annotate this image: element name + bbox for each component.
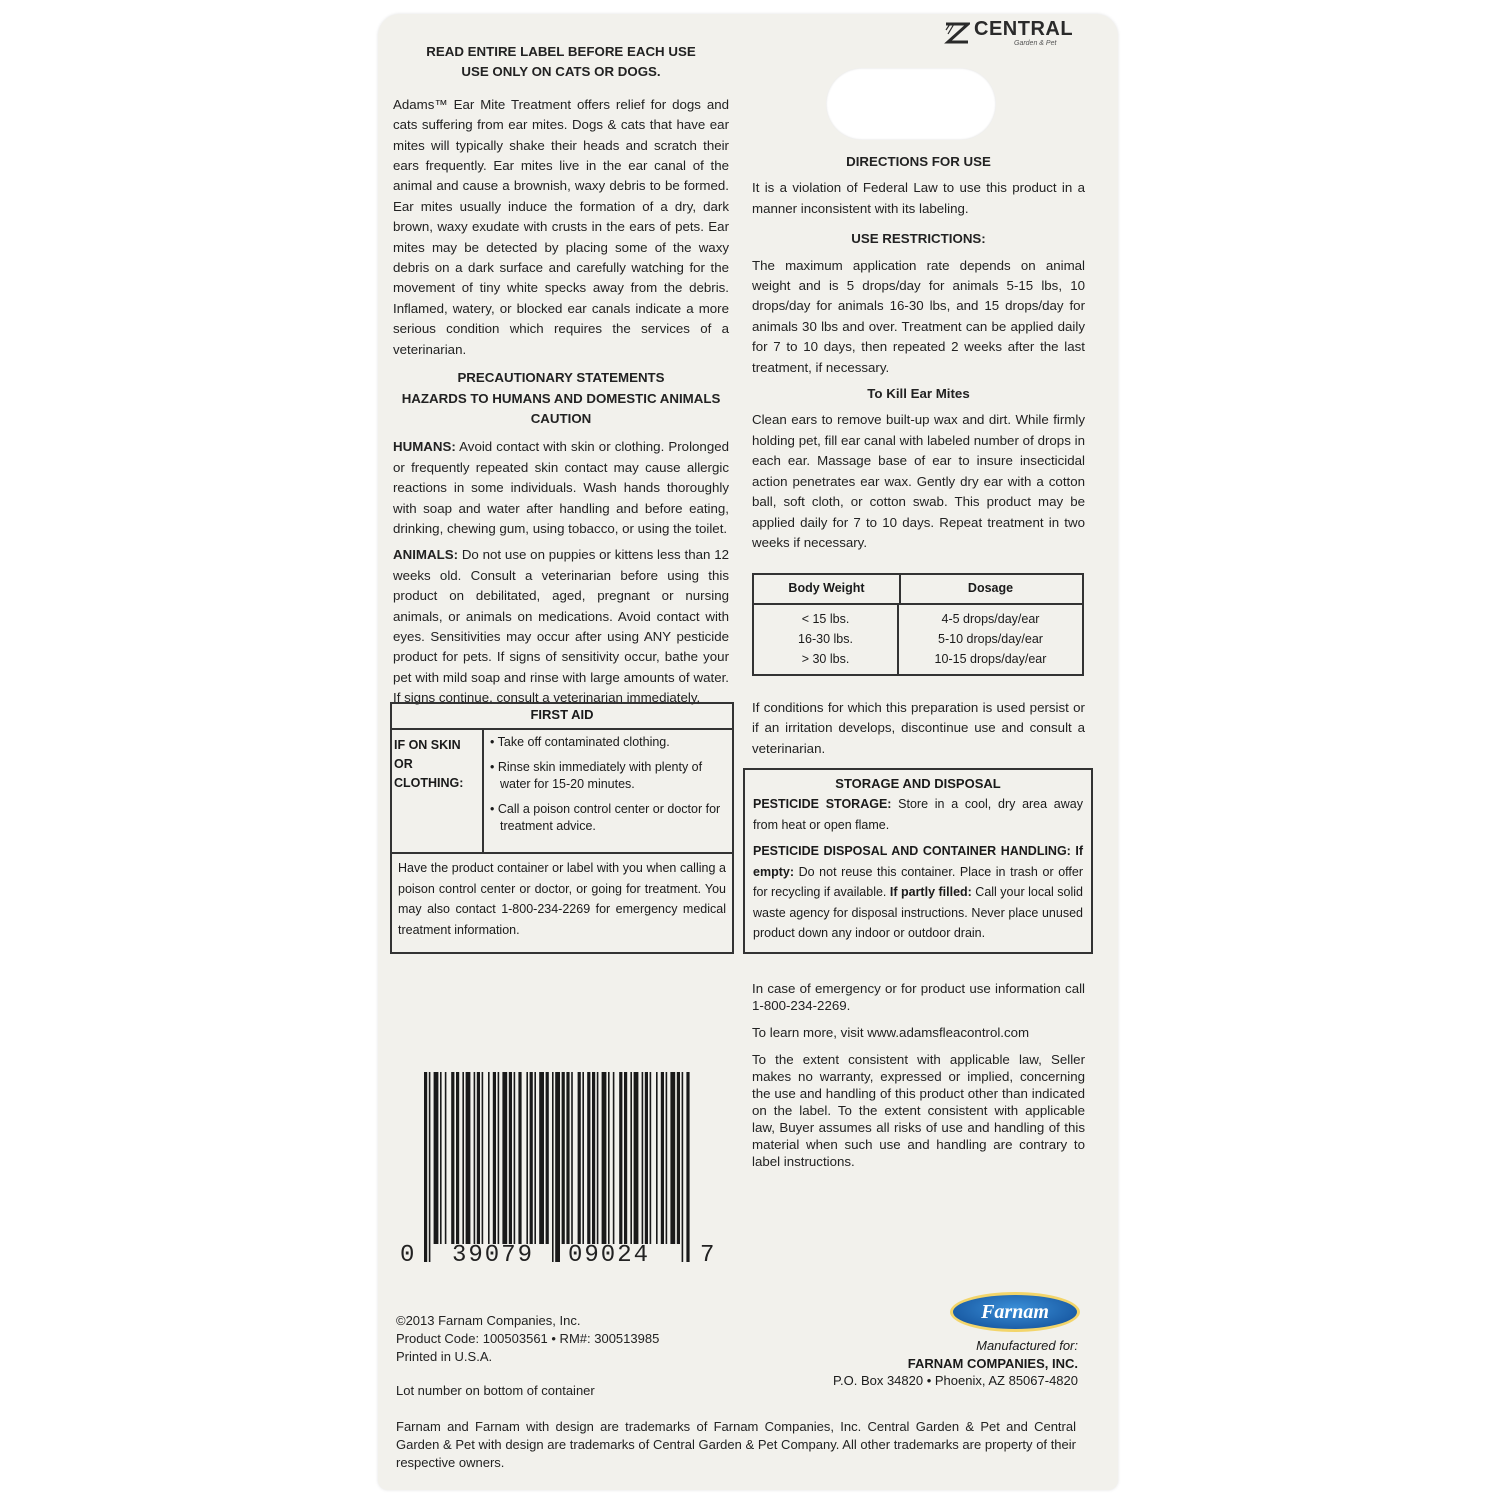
- barcode-bar: [619, 1072, 622, 1244]
- barcode-bar: [530, 1072, 533, 1244]
- disposal-paragraph: [753, 841, 1083, 944]
- first-aid-step: • Rinse skin immediately with plenty of water for 15-20 minutes.: [490, 760, 703, 791]
- barcode-digit-right: 7: [700, 1242, 715, 1269]
- barcode-bar: [555, 1072, 560, 1262]
- disposal-label: PESTICIDE DISPOSAL AND CONTAINER HANDLING: If empty:: [753, 844, 1083, 879]
- barcode-bar: [493, 1072, 496, 1244]
- intro-paragraph: Adams™ Ear Mite Treatment offers relief for dogs and cats suffering from ear mites. Dogs & cats that have ear mites will typically shake their heads and scratch their ears frequently. Ear mites live in the ear canal of the animal and cause a brownish, waxy debris to be formed. Ear mites usually induce the formation of a dry, dark brown, waxy exudate with crusts in the ears of pets. Ear mites may be detected by placing some of the waxy debris on a dark surface and carefully watching for the movement of tiny white specks away from the debris. Inflamed, watery, or blocked ear canals indicate a more serious condition which requires the services of a veterinarian.: [393, 96, 729, 357]
- partly-filled-label: If partly filled:: [889, 885, 972, 900]
- barcode-bar: [498, 1072, 500, 1244]
- hazards-heading: HAZARDS TO HUMANS AND DOMESTIC ANIMALS: [401, 390, 721, 406]
- emergency-text: In case of emergency or for product use information call 1-800-234-2269.: [752, 981, 1085, 1013]
- barcode-digits-1: 39079: [452, 1242, 535, 1269]
- kill-mites-heading: To Kill Ear Mites: [867, 386, 970, 402]
- dosage-weight-cell: < 15 lbs.: [801, 612, 850, 626]
- dosage-table: [752, 573, 1084, 676]
- barcode-bar: [482, 1072, 484, 1244]
- barcode-bar: [571, 1072, 573, 1244]
- central-mark-icon: [944, 20, 970, 44]
- barcode-bar: [440, 1072, 442, 1244]
- dosage-header-weight: Body Weight: [754, 575, 901, 605]
- right-column: [752, 152, 1085, 553]
- barcode-bar: [677, 1072, 680, 1244]
- printed-text: Printed in U.S.A.: [396, 1349, 493, 1364]
- barcode-bar: [578, 1072, 581, 1244]
- barcode-bar: [562, 1072, 565, 1244]
- dosage-dose-column: [899, 603, 1082, 674]
- barcode-bar: [474, 1072, 476, 1244]
- manufacturer-address: P.O. Box 34820 • Phoenix, AZ 85067-4820: [833, 1373, 1078, 1388]
- farnam-logo: [950, 1292, 1080, 1332]
- barcode-bar: [424, 1072, 427, 1262]
- barcode-bar: [613, 1072, 615, 1244]
- disposal-text: Do not reuse this container. Place in trash or offer for recycling if available.: [753, 864, 1083, 900]
- kill-mites-text: Clean ears to remove built-up wax and dirt. While firmly holding pet, fill ear canal with labeled number of drops in each ear. Massage base of ear to insure insecticidal action penetrates ear wax. Gently dry ear with a cotton ball, soft cloth, or cotton swab. This product may be applied daily for 7 to 10 days. Repeat treatment in two weeks if necessary.: [752, 412, 1085, 550]
- barcode-bar: [634, 1072, 639, 1244]
- barcode-bar: [526, 1072, 528, 1244]
- barcode-bar: [587, 1072, 590, 1244]
- central-brand-name: CENTRAL: [974, 18, 1074, 40]
- left-column: [393, 42, 729, 709]
- upc-barcode: [398, 1072, 718, 1272]
- barcode-bar: [434, 1072, 439, 1244]
- barcode-bar: [624, 1072, 627, 1244]
- manufacturer-name: FARNAM COMPANIES, INC.: [907, 1355, 1078, 1371]
- info-block: [752, 980, 1085, 1170]
- dosage-weight-cell: 16-30 lbs.: [798, 632, 853, 646]
- barcode-bar: [656, 1072, 658, 1244]
- barcode-bar: [518, 1072, 521, 1244]
- barcode-bar: [582, 1072, 584, 1244]
- restrictions-heading: USE RESTRICTIONS:: [851, 231, 986, 247]
- caution-heading: CAUTION: [530, 410, 592, 426]
- barcode-bar: [666, 1072, 668, 1244]
- storage-title: STORAGE AND DISPOSAL: [835, 776, 1001, 791]
- central-tagline: Garden & Pet: [1014, 40, 1057, 47]
- restrictions-text: The maximum application rate depends on animal weight and is 5 drops/day for animals 5-15 lbs, 10 drops/day for animals 16-30 lbs, and 15 drops/day for animals 30 lbs and over. Treatment can be applied daily for 7 to 10 days, then repeated 2 weeks after the last treatment, if necessary.: [752, 257, 1085, 375]
- learn-more-text: To learn more, visit www.adamsfleacontrol.com: [752, 1025, 1030, 1040]
- barcode-bar: [456, 1072, 459, 1244]
- barcode-digit-left: 0: [400, 1242, 415, 1269]
- animals-paragraph: [393, 545, 729, 708]
- barcode-bar: [650, 1072, 652, 1244]
- barcode-bar: [645, 1072, 648, 1244]
- barcode-bar: [462, 1072, 464, 1244]
- product-code-text: Product Code: 100503561 • RM#: 300513985: [396, 1331, 660, 1346]
- partly-filled-text: Call your local solid waste agency for disposal instructions. Never place unused product down any indoor or outdoor drain.: [753, 885, 1083, 941]
- barcode-bar: [682, 1072, 684, 1262]
- first-aid-condition: IF ON SKIN OR CLOTHING:: [392, 728, 484, 854]
- barcode-bar: [546, 1072, 549, 1244]
- barcode-bar: [477, 1072, 480, 1244]
- barcode-bar: [451, 1072, 454, 1244]
- barcode-bar: [488, 1072, 490, 1244]
- barcode-bar: [539, 1072, 544, 1244]
- barcode-digits-2: 09024: [568, 1242, 651, 1269]
- dosage-dose-cell: 5-10 drops/day/ear: [938, 632, 1043, 646]
- storage-text: Store in a cool, dry area away from heat or open flame.: [753, 797, 1083, 832]
- barcode-bar: [642, 1072, 644, 1244]
- barcode-bar: [509, 1072, 512, 1244]
- farnam-logo-text: Farnam: [981, 1301, 1049, 1323]
- barcode-bar: [429, 1072, 431, 1262]
- barcode-bar: [602, 1072, 607, 1244]
- barcode-bar: [670, 1072, 675, 1244]
- copyright-text: ©2013 Farnam Companies, Inc.: [396, 1313, 581, 1328]
- barcode-bar: [445, 1072, 447, 1244]
- first-aid-note: Have the product container or label with you when calling a poison control center or doctor, or going for treatment. You may also contact 1-800-234-2269 for emergency medical treatment information.: [398, 861, 726, 937]
- first-aid-step: • Take off contaminated clothing.: [490, 735, 670, 749]
- barcode-bar: [592, 1072, 595, 1244]
- lot-number-text: Lot number on bottom of container: [396, 1383, 595, 1398]
- dosage-dose-cell: 10-15 drops/day/ear: [934, 652, 1047, 666]
- trademarks-text: Farnam and Farnam with design are trademarks of Farnam Companies, Inc. Central Garden & Pet and Central Garden & Pet with design are trademarks of Central Garden & Pet Company. All other trademarks are property of their respective owners.: [396, 1419, 1076, 1470]
- barcode-bar: [597, 1072, 599, 1244]
- storage-paragraph: [753, 794, 1083, 835]
- barcode-bar: [686, 1072, 689, 1262]
- animals-text: Do not use on puppies or kittens less than 12 weeks old. Consult a veterinarian before using this product on debilitated, aged, pregnant or nursing animals, or animals on medications. Avoid contact with eyes. Sensitivities may occur after using ANY pesticide product for pets. If signs of sensitivity occur, bathe your pet with mild soap and rinse with large amounts of water. If signs continue, consult a veterinarian immediately.: [393, 547, 729, 706]
- persist-block: [752, 698, 1085, 759]
- hang-hole: [826, 68, 996, 140]
- dosage-dose-cell: 4-5 drops/day/ear: [941, 612, 1040, 626]
- humans-paragraph: [393, 437, 729, 539]
- use-only-heading: USE ONLY ON CATS OR DOGS.: [461, 64, 661, 80]
- barcode-bar: [502, 1072, 507, 1244]
- dosage-header-dose: Dosage: [899, 575, 1082, 605]
- first-aid-box: [390, 702, 734, 954]
- barcode-bar: [630, 1072, 632, 1244]
- barcode-bar: [608, 1072, 610, 1244]
- dosage-weight-cell: > 30 lbs.: [801, 652, 850, 666]
- barcode-bar: [534, 1072, 536, 1244]
- animals-label: ANIMALS:: [393, 547, 458, 563]
- directions-text: It is a violation of Federal Law to use this product in a manner inconsistent with its labeling.: [752, 180, 1085, 216]
- barcode-bar: [466, 1072, 471, 1244]
- precautionary-heading: PRECAUTIONARY STATEMENTS: [457, 370, 665, 386]
- persist-text: If conditions for which this preparation is used persist or if an irritation develops, discontinue use and consult a veterinarian.: [752, 700, 1085, 756]
- humans-label: HUMANS:: [393, 439, 456, 455]
- barcode-bar: [552, 1072, 554, 1262]
- first-aid-step: • Call a poison control center or doctor for treatment advice.: [490, 802, 721, 833]
- manufactured-for-label: Manufactured for:: [976, 1338, 1078, 1353]
- storage-label: PESTICIDE STORAGE:: [753, 797, 892, 812]
- first-aid-steps: [484, 728, 732, 854]
- humans-text: Avoid contact with skin or clothing. Prolonged or frequently repeated skin contact may cause allergic reactions in some individuals. Wash hands thoroughly with soap and water after handling and before eating, drinking, chewing gum, using tobacco, or using the toilet.: [393, 439, 729, 536]
- manufacturer-block: [780, 1337, 1078, 1390]
- directions-heading: DIRECTIONS FOR USE: [846, 154, 991, 169]
- dosage-weight-column: [754, 603, 899, 674]
- footer-info: [396, 1312, 659, 1400]
- barcode-bar: [514, 1072, 516, 1244]
- storage-disposal-box: [743, 768, 1093, 954]
- barcode-bar: [566, 1072, 569, 1244]
- central-logo: [944, 18, 1084, 50]
- read-label-heading: READ ENTIRE LABEL BEFORE EACH USE: [426, 44, 696, 59]
- first-aid-title: FIRST AID: [392, 704, 732, 730]
- barcode-bar: [661, 1072, 664, 1244]
- warranty-text: To the extent consistent with applicable law, Seller makes no warranty, expressed or implied, concerning the use and handling of this product other than indicated on the label. To the extent consistent with applicable law, Buyer assumes all risks of use and handling of this material when such use and handling are contrary to label instructions.: [752, 1052, 1085, 1169]
